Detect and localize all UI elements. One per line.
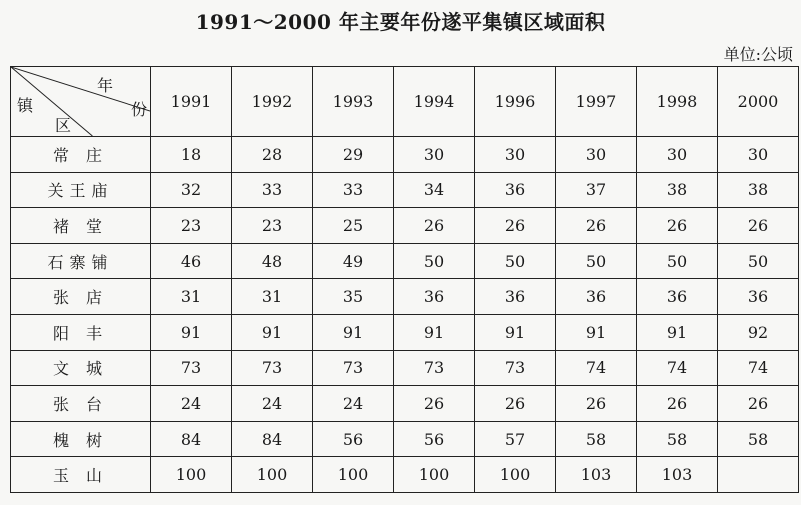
table-row — [11, 421, 799, 457]
area-value: 33 — [232, 172, 313, 208]
area-table — [10, 66, 799, 493]
town-name: 关王庙 — [11, 172, 151, 208]
header-row — [11, 67, 799, 137]
area-value: 24 — [313, 386, 394, 422]
town-name: 褚 堂 — [11, 208, 151, 244]
area-value: 50 — [718, 243, 799, 279]
area-value: 91 — [151, 314, 232, 350]
area-value: 50 — [556, 243, 637, 279]
area-value: 32 — [151, 172, 232, 208]
area-value: 18 — [151, 137, 232, 173]
area-value: 91 — [637, 314, 718, 350]
area-value: 28 — [232, 137, 313, 173]
area-value: 74 — [718, 350, 799, 386]
area-value: 74 — [637, 350, 718, 386]
area-value: 91 — [232, 314, 313, 350]
area-value: 91 — [313, 314, 394, 350]
area-value: 100 — [232, 457, 313, 493]
area-value: 92 — [718, 314, 799, 350]
area-value: 38 — [718, 172, 799, 208]
area-value: 26 — [475, 208, 556, 244]
area-value: 36 — [394, 279, 475, 315]
table-row — [11, 172, 799, 208]
area-value: 57 — [475, 421, 556, 457]
area-value: 103 — [556, 457, 637, 493]
area-value: 25 — [313, 208, 394, 244]
area-value: 58 — [637, 421, 718, 457]
table-row — [11, 350, 799, 386]
area-value: 56 — [394, 421, 475, 457]
area-value: 33 — [313, 172, 394, 208]
town-name: 槐 树 — [11, 421, 151, 457]
year-header: 1993 — [313, 67, 394, 137]
table-row — [11, 137, 799, 173]
area-value: 50 — [394, 243, 475, 279]
area-value: 50 — [475, 243, 556, 279]
area-value: 36 — [637, 279, 718, 315]
year-header: 1994 — [394, 67, 475, 137]
area-value: 31 — [151, 279, 232, 315]
area-value: 36 — [475, 279, 556, 315]
area-value: 56 — [313, 421, 394, 457]
town-name: 文 城 — [11, 350, 151, 386]
area-value: 26 — [394, 208, 475, 244]
area-value: 23 — [151, 208, 232, 244]
table-row — [11, 386, 799, 422]
area-value: 30 — [394, 137, 475, 173]
year-header: 1997 — [556, 67, 637, 137]
area-value: 100 — [394, 457, 475, 493]
corner-year-char1: 年 — [97, 76, 114, 95]
area-value: 91 — [394, 314, 475, 350]
town-name: 玉 山 — [11, 457, 151, 493]
year-header: 1996 — [475, 67, 556, 137]
area-value: 46 — [151, 243, 232, 279]
area-value: 34 — [394, 172, 475, 208]
area-value: 100 — [475, 457, 556, 493]
corner-header — [11, 67, 151, 137]
area-value: 26 — [475, 386, 556, 422]
area-value: 84 — [232, 421, 313, 457]
table-row — [11, 279, 799, 315]
area-value: 91 — [556, 314, 637, 350]
area-value: 49 — [313, 243, 394, 279]
page-title: 1991～2000 年主要年份遂平集镇区域面积 — [195, 10, 606, 34]
area-value: 30 — [475, 137, 556, 173]
town-name: 张 店 — [11, 279, 151, 315]
area-value: 100 — [313, 457, 394, 493]
area-value: 84 — [151, 421, 232, 457]
town-name: 张 台 — [11, 386, 151, 422]
area-value: 73 — [394, 350, 475, 386]
table-body — [11, 137, 799, 493]
area-value: 26 — [556, 386, 637, 422]
area-value: 36 — [556, 279, 637, 315]
town-name: 阳 丰 — [11, 314, 151, 350]
area-value: 50 — [637, 243, 718, 279]
area-value: 37 — [556, 172, 637, 208]
area-value: 30 — [556, 137, 637, 173]
town-name: 常 庄 — [11, 137, 151, 173]
year-header: 2000 — [718, 67, 799, 137]
area-value: 24 — [232, 386, 313, 422]
area-value: 26 — [718, 208, 799, 244]
area-value — [718, 457, 799, 493]
area-value: 58 — [556, 421, 637, 457]
area-value: 26 — [637, 208, 718, 244]
table-row — [11, 314, 799, 350]
area-value: 38 — [637, 172, 718, 208]
area-value: 91 — [475, 314, 556, 350]
table-row — [11, 243, 799, 279]
unit-label: 单位:公顷 — [723, 45, 793, 64]
area-value: 23 — [232, 208, 313, 244]
area-value: 73 — [313, 350, 394, 386]
area-value: 74 — [556, 350, 637, 386]
area-value: 73 — [475, 350, 556, 386]
area-value: 35 — [313, 279, 394, 315]
area-value: 26 — [394, 386, 475, 422]
area-value: 36 — [718, 279, 799, 315]
area-value: 26 — [637, 386, 718, 422]
area-value: 73 — [232, 350, 313, 386]
area-value: 31 — [232, 279, 313, 315]
area-value: 26 — [718, 386, 799, 422]
area-value: 103 — [637, 457, 718, 493]
area-value: 48 — [232, 243, 313, 279]
area-value: 73 — [151, 350, 232, 386]
area-value: 24 — [151, 386, 232, 422]
corner-year-char2: 份 — [131, 100, 148, 119]
area-value: 29 — [313, 137, 394, 173]
area-value: 58 — [718, 421, 799, 457]
corner-town-char2: 区 — [55, 116, 72, 135]
year-header: 1992 — [232, 67, 313, 137]
table-row — [11, 208, 799, 244]
year-header: 1998 — [637, 67, 718, 137]
area-value: 30 — [637, 137, 718, 173]
area-value: 36 — [475, 172, 556, 208]
year-header: 1991 — [151, 67, 232, 137]
area-value: 26 — [556, 208, 637, 244]
area-value: 100 — [151, 457, 232, 493]
table-row — [11, 457, 799, 493]
area-value: 30 — [718, 137, 799, 173]
corner-town-char1: 镇 — [17, 96, 34, 115]
town-name: 石寨铺 — [11, 243, 151, 279]
